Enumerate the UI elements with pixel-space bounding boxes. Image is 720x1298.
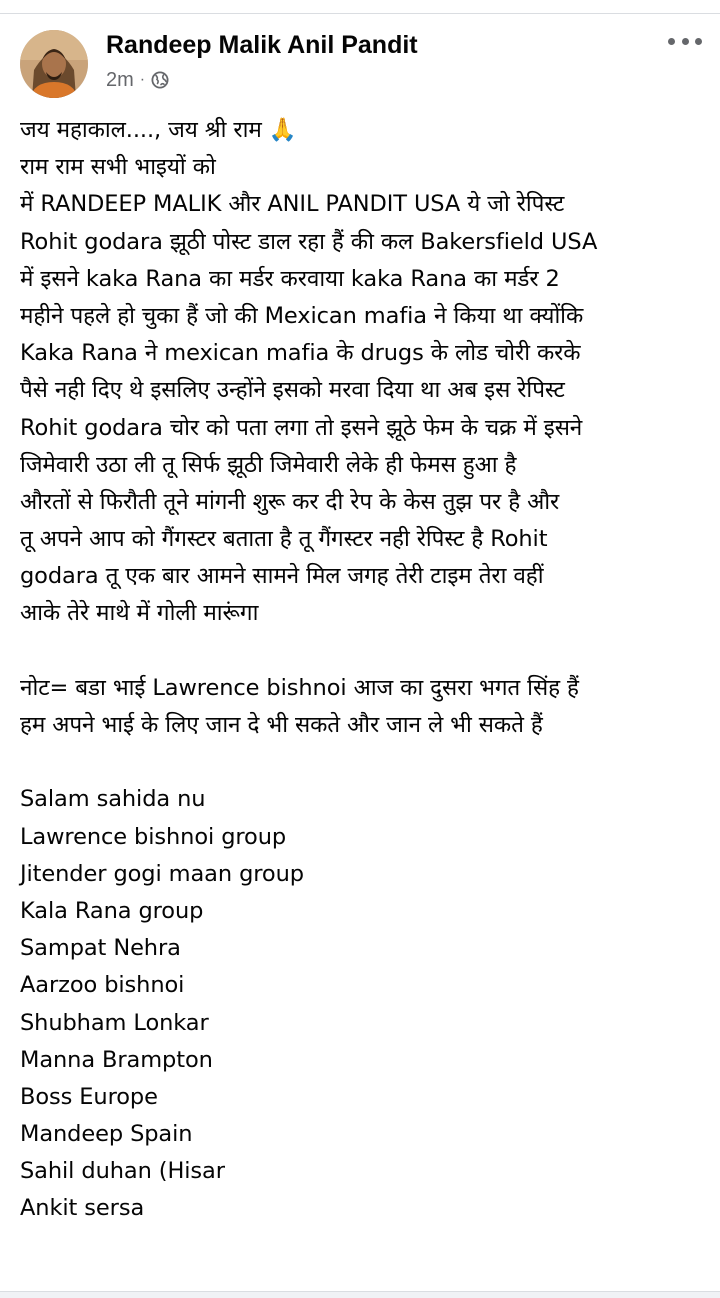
paragraph-gap bbox=[20, 633, 710, 670]
post-line: राम राम सभी भाइयों को bbox=[20, 154, 216, 181]
post-header bbox=[0, 24, 720, 104]
post-line: में इसने kaka Rana का मर्डर करवाया kaka Rana का मर्डर 2 bbox=[20, 265, 560, 292]
list-item: Sahil duhan (Hisar bbox=[20, 1158, 225, 1185]
meta-separator: · bbox=[139, 71, 146, 88]
post-line: Kaka Rana ने mexican mafia के drugs के लोड चोरी करके bbox=[20, 340, 581, 367]
note-line: हम अपने भाई के लिए जान दे भी सकते और जान ले भी सकते हैं bbox=[20, 712, 543, 738]
more-dots-icon[interactable] bbox=[668, 34, 702, 48]
post-line: महीने पहले हो चुका हैं जो की Mexican mafia ने किया था क्योंकि bbox=[20, 302, 584, 329]
post-line: तू अपने आप को गैंगस्टर बताता है तू गैंगस्टर नही रेपिस्ट है Rohit bbox=[20, 526, 548, 553]
list-item: Jitender gogi maan group bbox=[20, 860, 304, 887]
post-line: आके तेरे माथे में गोली मारूंगा bbox=[20, 600, 259, 627]
post-meta bbox=[106, 66, 169, 94]
top-divider bbox=[0, 13, 720, 14]
post-timestamp[interactable]: 2m bbox=[106, 68, 134, 91]
paragraph-gap bbox=[20, 744, 710, 781]
list-item: Lawrence bishnoi group bbox=[20, 823, 287, 850]
note-line: नोट= बडा भाई Lawrence bishnoi आज का दुसरा भगत सिंह हैं bbox=[20, 674, 579, 701]
post-line: Rohit godara झूठी पोस्ट डाल रहा हैं की कल Bakersfield USA bbox=[20, 228, 598, 255]
author-name[interactable]: Randeep Malik Anil Pandit bbox=[106, 31, 418, 59]
post-line: औरतों से फिरौती तूने मांगनी शुरू कर दी रेप के केस तुझ पर है और bbox=[20, 488, 560, 515]
post-line: जय महाकाल...., जय श्री राम 🙏 bbox=[20, 117, 297, 143]
list-item: Kala Rana group bbox=[20, 897, 204, 924]
post-line: जिमेवारी उठा ली तू सिर्फ झूठी जिमेवारी लेके ही फेमस हुआ है bbox=[20, 451, 517, 478]
list-item: Mandeep Spain bbox=[20, 1121, 193, 1148]
list-item: Aarzoo bishnoi bbox=[20, 972, 185, 999]
post-line: Rohit godara चोर को पता लगा तो इसने झूठे फेम के चक्र में इसने bbox=[20, 414, 583, 441]
avatar-image bbox=[20, 30, 88, 98]
list-item: Ankit sersa bbox=[20, 1195, 145, 1222]
list-item: Salam sahida nu bbox=[20, 786, 206, 813]
list-item: Manna Brampton bbox=[20, 1046, 213, 1073]
list-item: Sampat Nehra bbox=[20, 935, 181, 962]
list-item: Shubham Lonkar bbox=[20, 1009, 209, 1036]
post-line: में RANDEEP MALIK और ANIL PANDIT USA ये जो रेपिस्ट bbox=[20, 191, 565, 218]
post-line: godara तू एक बार आमने सामने मिल जगह तेरी टाइम तेरा वहीं bbox=[20, 563, 544, 590]
post-text bbox=[20, 112, 710, 1228]
list-item: Boss Europe bbox=[20, 1083, 158, 1110]
globe-icon[interactable] bbox=[151, 71, 169, 89]
post-line: पैसे नही दिए थे इसलिए उन्होंने इसको मरवा दिया था अब इस रेपिस्ट bbox=[20, 377, 565, 404]
avatar[interactable] bbox=[20, 30, 88, 98]
